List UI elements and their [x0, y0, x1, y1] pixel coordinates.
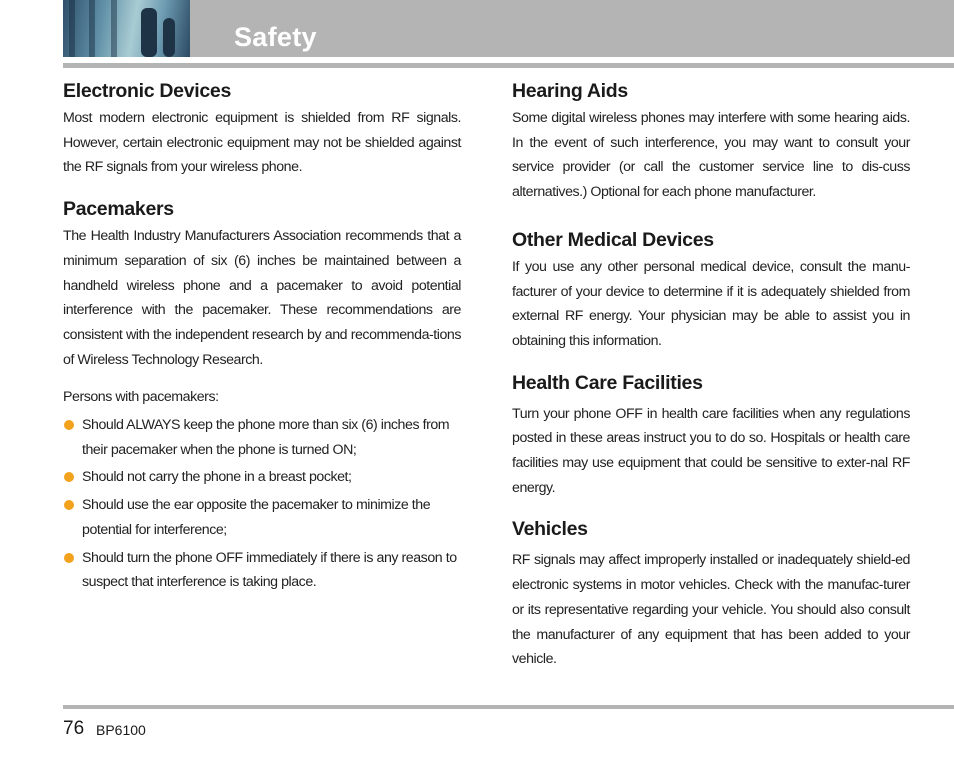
list-item	[63, 465, 461, 490]
photo-stripe	[111, 0, 117, 57]
left-column	[63, 78, 461, 598]
list-item-text: Should turn the phone OFF immediately if there is any reason to suspect that interference is taking place.	[82, 549, 457, 591]
section-hearing-aids	[512, 78, 910, 205]
section-heading: Vehicles	[512, 518, 588, 541]
section-intro: Persons with pacemakers:	[63, 389, 219, 406]
bullet-icon	[64, 420, 74, 430]
bullet-list	[63, 413, 461, 595]
photo-figure	[141, 8, 157, 57]
page-number: 76	[63, 718, 85, 739]
page-title: Safety	[234, 22, 317, 52]
right-column	[512, 78, 910, 672]
bullet-icon	[64, 500, 74, 510]
model-name: BP6100	[96, 722, 146, 738]
photo-figure	[163, 18, 175, 57]
section-electronic-devices	[63, 78, 461, 180]
section-body: The Health Industry Manufacturers Association recommends that a minimum separation of six (6) inches be maintained between a handheld wireless phone and a pacemaker to avoid potential interference with the pacemaker. These recommendations are consistent with the independent research by and recommenda-tions of Wireless Technology Research.	[63, 228, 461, 368]
photo-stripe	[69, 0, 75, 57]
section-vehicles	[512, 516, 910, 672]
section-body: RF signals may affect improperly installed or inadequately shield-ed electronic systems in motor vehicles. Check with the manufac-turer or its representative regarding your vehicle. You should also consult the manufacturer of any equipment that has been added to your vehicle.	[512, 552, 910, 668]
header-photo	[63, 0, 190, 57]
section-heading: Health Care Facilities	[512, 371, 703, 394]
list-item-text: Should use the ear opposite the pacemaker to minimize the potential for interference;	[82, 497, 431, 538]
list-item-text: Should ALWAYS keep the phone more than six (6) inches from their pacemaker when the phone is turned ON;	[82, 417, 450, 458]
section-health-care-facilities	[512, 370, 910, 501]
section-pacemakers	[63, 196, 461, 595]
footer-divider	[63, 705, 954, 709]
section-heading: Hearing Aids	[512, 80, 628, 102]
section-heading: Other Medical Devices	[512, 228, 714, 251]
header-divider	[63, 63, 954, 68]
section-body: Turn your phone OFF in health care facilities when any regulations posted in these areas instruct you to do so. Hospitals or health care facilities may use equipment that could be sensitive to exter-nal RF energy.	[512, 405, 910, 496]
bullet-icon	[64, 553, 74, 563]
list-item	[63, 413, 461, 462]
section-body: Some digital wireless phones may interfere with some hearing aids. In the event of such interference, you may want to consult your service provider (or call the customer service line to dis-cuss alternatives.) Optional for each phone manufacturer.	[512, 110, 910, 201]
section-other-medical-devices	[512, 227, 910, 354]
list-item	[63, 493, 461, 542]
section-heading: Pacemakers	[63, 198, 174, 221]
section-heading: Electronic Devices	[63, 80, 232, 102]
photo-stripe	[89, 0, 95, 57]
list-item-text: Should not carry the phone in a breast pocket;	[82, 469, 352, 486]
list-item	[63, 546, 461, 595]
section-body: If you use any other personal medical device, consult the manu-facturer of your device to determine if it is adequately shielded from external RF energy. Your physician may be able to assist you in obtaining this information.	[512, 258, 910, 349]
bullet-icon	[64, 472, 74, 482]
section-body: Most modern electronic equipment is shielded from RF signals. However, certain electronic equipment may not be shielded against the RF signals from your wireless phone.	[63, 110, 461, 176]
